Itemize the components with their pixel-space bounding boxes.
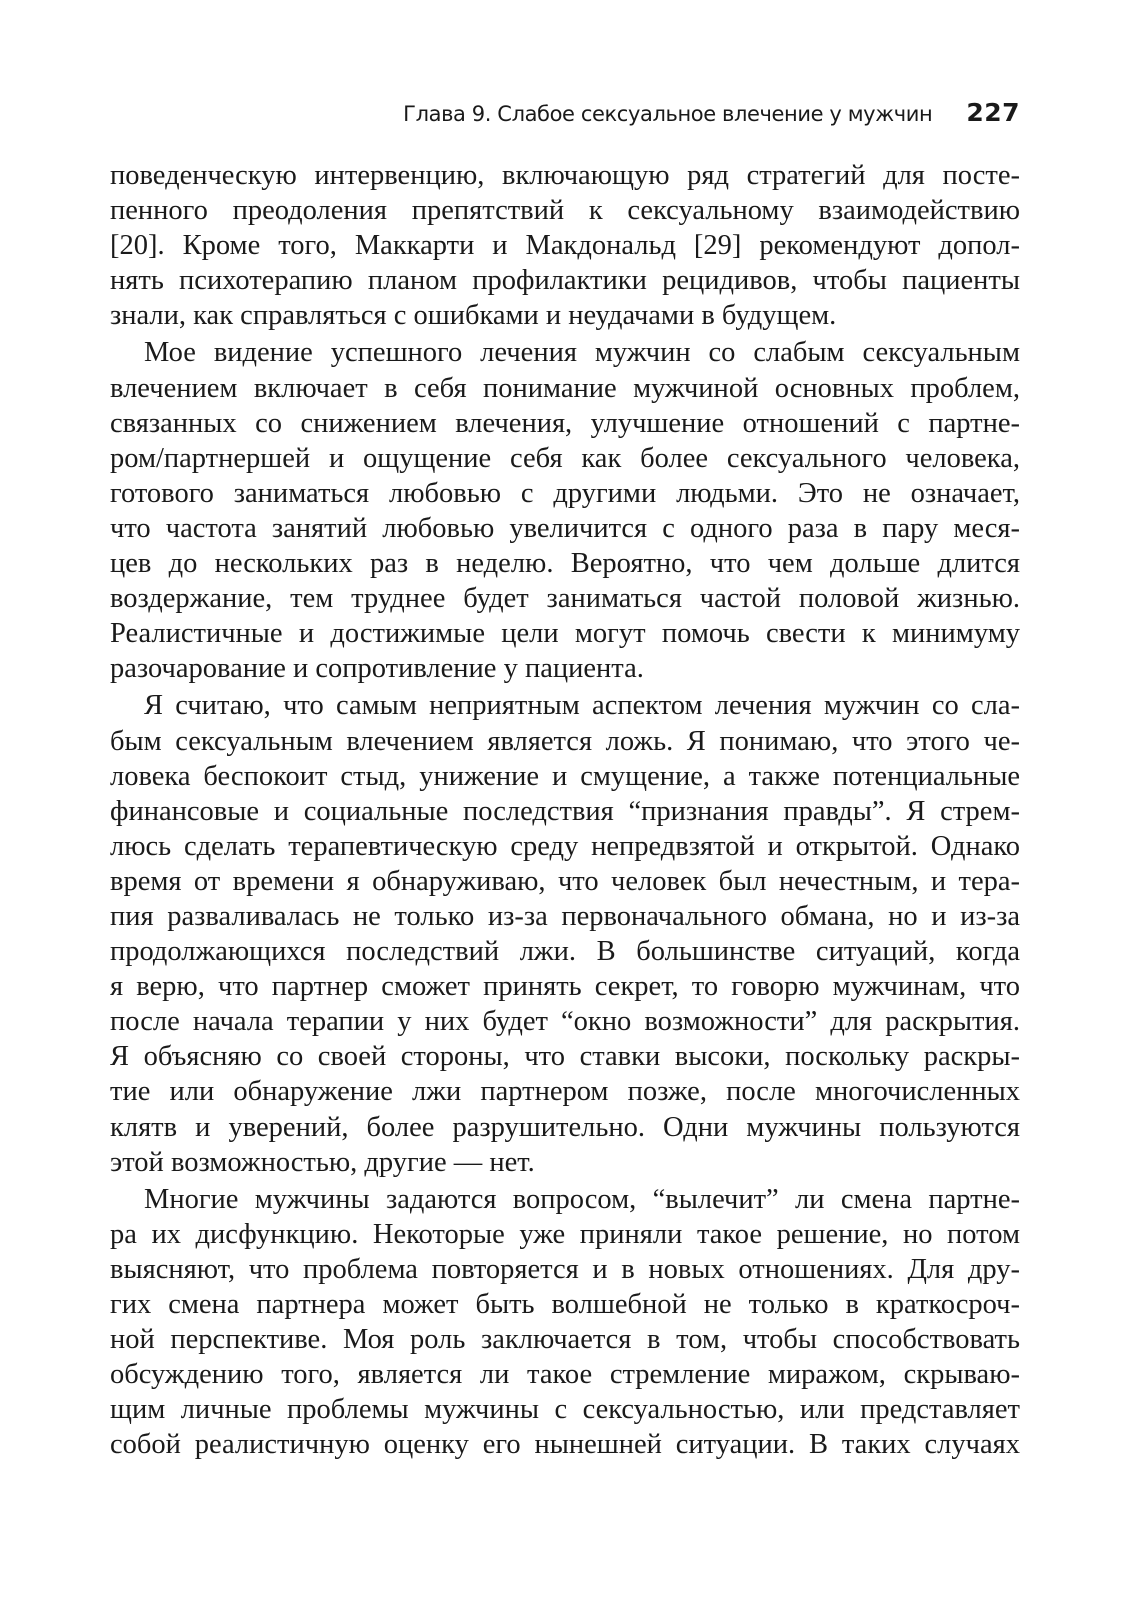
- text-line: готового заниматься любовью с другими людьми. Это не означает,: [110, 477, 1020, 509]
- text-line: Я считаю, что самым неприятным аспектом лечения мужчин со сла-: [144, 690, 1020, 722]
- text-line: связанных со снижением влечения, улучшение отношений с партне-: [110, 407, 1020, 439]
- text-line: Реалистичные и достижимые цели могут помочь свести к минимуму: [110, 618, 1020, 650]
- text-line: воздержание, тем труднее будет заниматься частой половой жизнью.: [110, 583, 1020, 615]
- text-line: что частота занятий любовью увеличится с одного раза в пару меся-: [110, 512, 1020, 544]
- text-line: пия разваливалась не только из-за первоначального обмана, но и из-за: [110, 900, 1020, 932]
- running-header: [110, 98, 1020, 138]
- text-line: Мое видение успешного лечения мужчин со слабым сексуальным: [144, 337, 1020, 369]
- paragraph: [110, 335, 1020, 686]
- chapter-title: Глава 9. Слабое сексуальное влечение у мужчин: [403, 102, 933, 126]
- text-line: ной перспективе. Моя роль заключается в том, чтобы способствовать: [110, 1324, 1020, 1356]
- text-line: влечением включает в себя понимание мужчиной основных проблем,: [110, 372, 1020, 404]
- text-line: тие или обнаружение лжи партнером позже, после многочисленных: [110, 1076, 1020, 1108]
- text-line: после начала терапии у них будет “окно возможности” для раскрытия.: [110, 1006, 1020, 1038]
- paragraph: [110, 1182, 1020, 1463]
- text-line: гих смена партнера может быть волшебной не только в краткосроч-: [110, 1289, 1020, 1320]
- text-line: продолжающихся последствий лжи. В большинстве ситуаций, когда: [110, 936, 1020, 968]
- text-line: время от времени я обнаруживаю, что человек был нечестным, и тера-: [110, 865, 1020, 897]
- text-line: Я объясняю со своей стороны, что ставки высоки, поскольку раскры-: [110, 1041, 1020, 1073]
- text-line: клятв и уверений, более разрушительно. Одни мужчины пользуются: [110, 1111, 1020, 1143]
- text-line: поведенческую интервенцию, включающую ряд стратегий для посте-: [110, 160, 1020, 191]
- text-line: финансовые и социальные последствия “признания правды”. Я стрем-: [110, 795, 1020, 827]
- text-line: [20]. Кроме того, Маккарти и Макдональд [29] рекомендуют допол-: [110, 230, 1020, 262]
- text-line: ра их дисфункцию. Некоторые уже приняли такое решение, но потом: [110, 1218, 1020, 1250]
- text-line: разочарование и сопротивление у пациента.: [110, 653, 644, 685]
- text-line: собой реалистичную оценку его нынешней ситуации. В таких случаях: [110, 1429, 1020, 1461]
- paragraph: [110, 688, 1020, 1179]
- text-line: пенного преодоления препятствий к сексуальному взаимодействию: [110, 195, 1020, 227]
- page-number: 227: [966, 98, 1020, 127]
- text-line: нять психотерапию планом профилактики рецидивов, чтобы пациенты: [110, 265, 1020, 297]
- text-line: люсь сделать терапевтическую среду непредвзятой и открытой. Однако: [110, 830, 1020, 862]
- text-line: выясняют, что проблема повторяется и в новых отношениях. Для дру-: [110, 1253, 1020, 1285]
- text-line: Многие мужчины задаются вопросом, “вылечит” ли смена партне-: [144, 1183, 1020, 1215]
- text-line: я верю, что партнер сможет принять секрет, то говорю мужчинам, что: [110, 971, 1020, 1003]
- text-line: ловека беспокоит стыд, унижение и смущение, а также потенциальные: [110, 760, 1020, 792]
- text-line: щим личные проблемы мужчины с сексуальностью, или представляет: [110, 1394, 1020, 1426]
- paragraph: [110, 158, 1020, 333]
- text-line: бым сексуальным влечением является ложь. Я понимаю, что этого че-: [110, 725, 1020, 757]
- text-line: цев до нескольких раз в неделю. Вероятно, что чем дольше длится: [110, 548, 1020, 580]
- text-line: этой возможностью, другие — нет.: [110, 1146, 535, 1178]
- body-text: [110, 158, 1020, 1462]
- text-line: ром/партнершей и ощущение себя как более сексуального человека,: [110, 442, 1020, 474]
- text-line: знали, как справляться с ошибками и неудачами в будущем.: [110, 300, 837, 332]
- text-line: обсуждению того, является ли такое стремление миражом, скрываю-: [110, 1359, 1020, 1391]
